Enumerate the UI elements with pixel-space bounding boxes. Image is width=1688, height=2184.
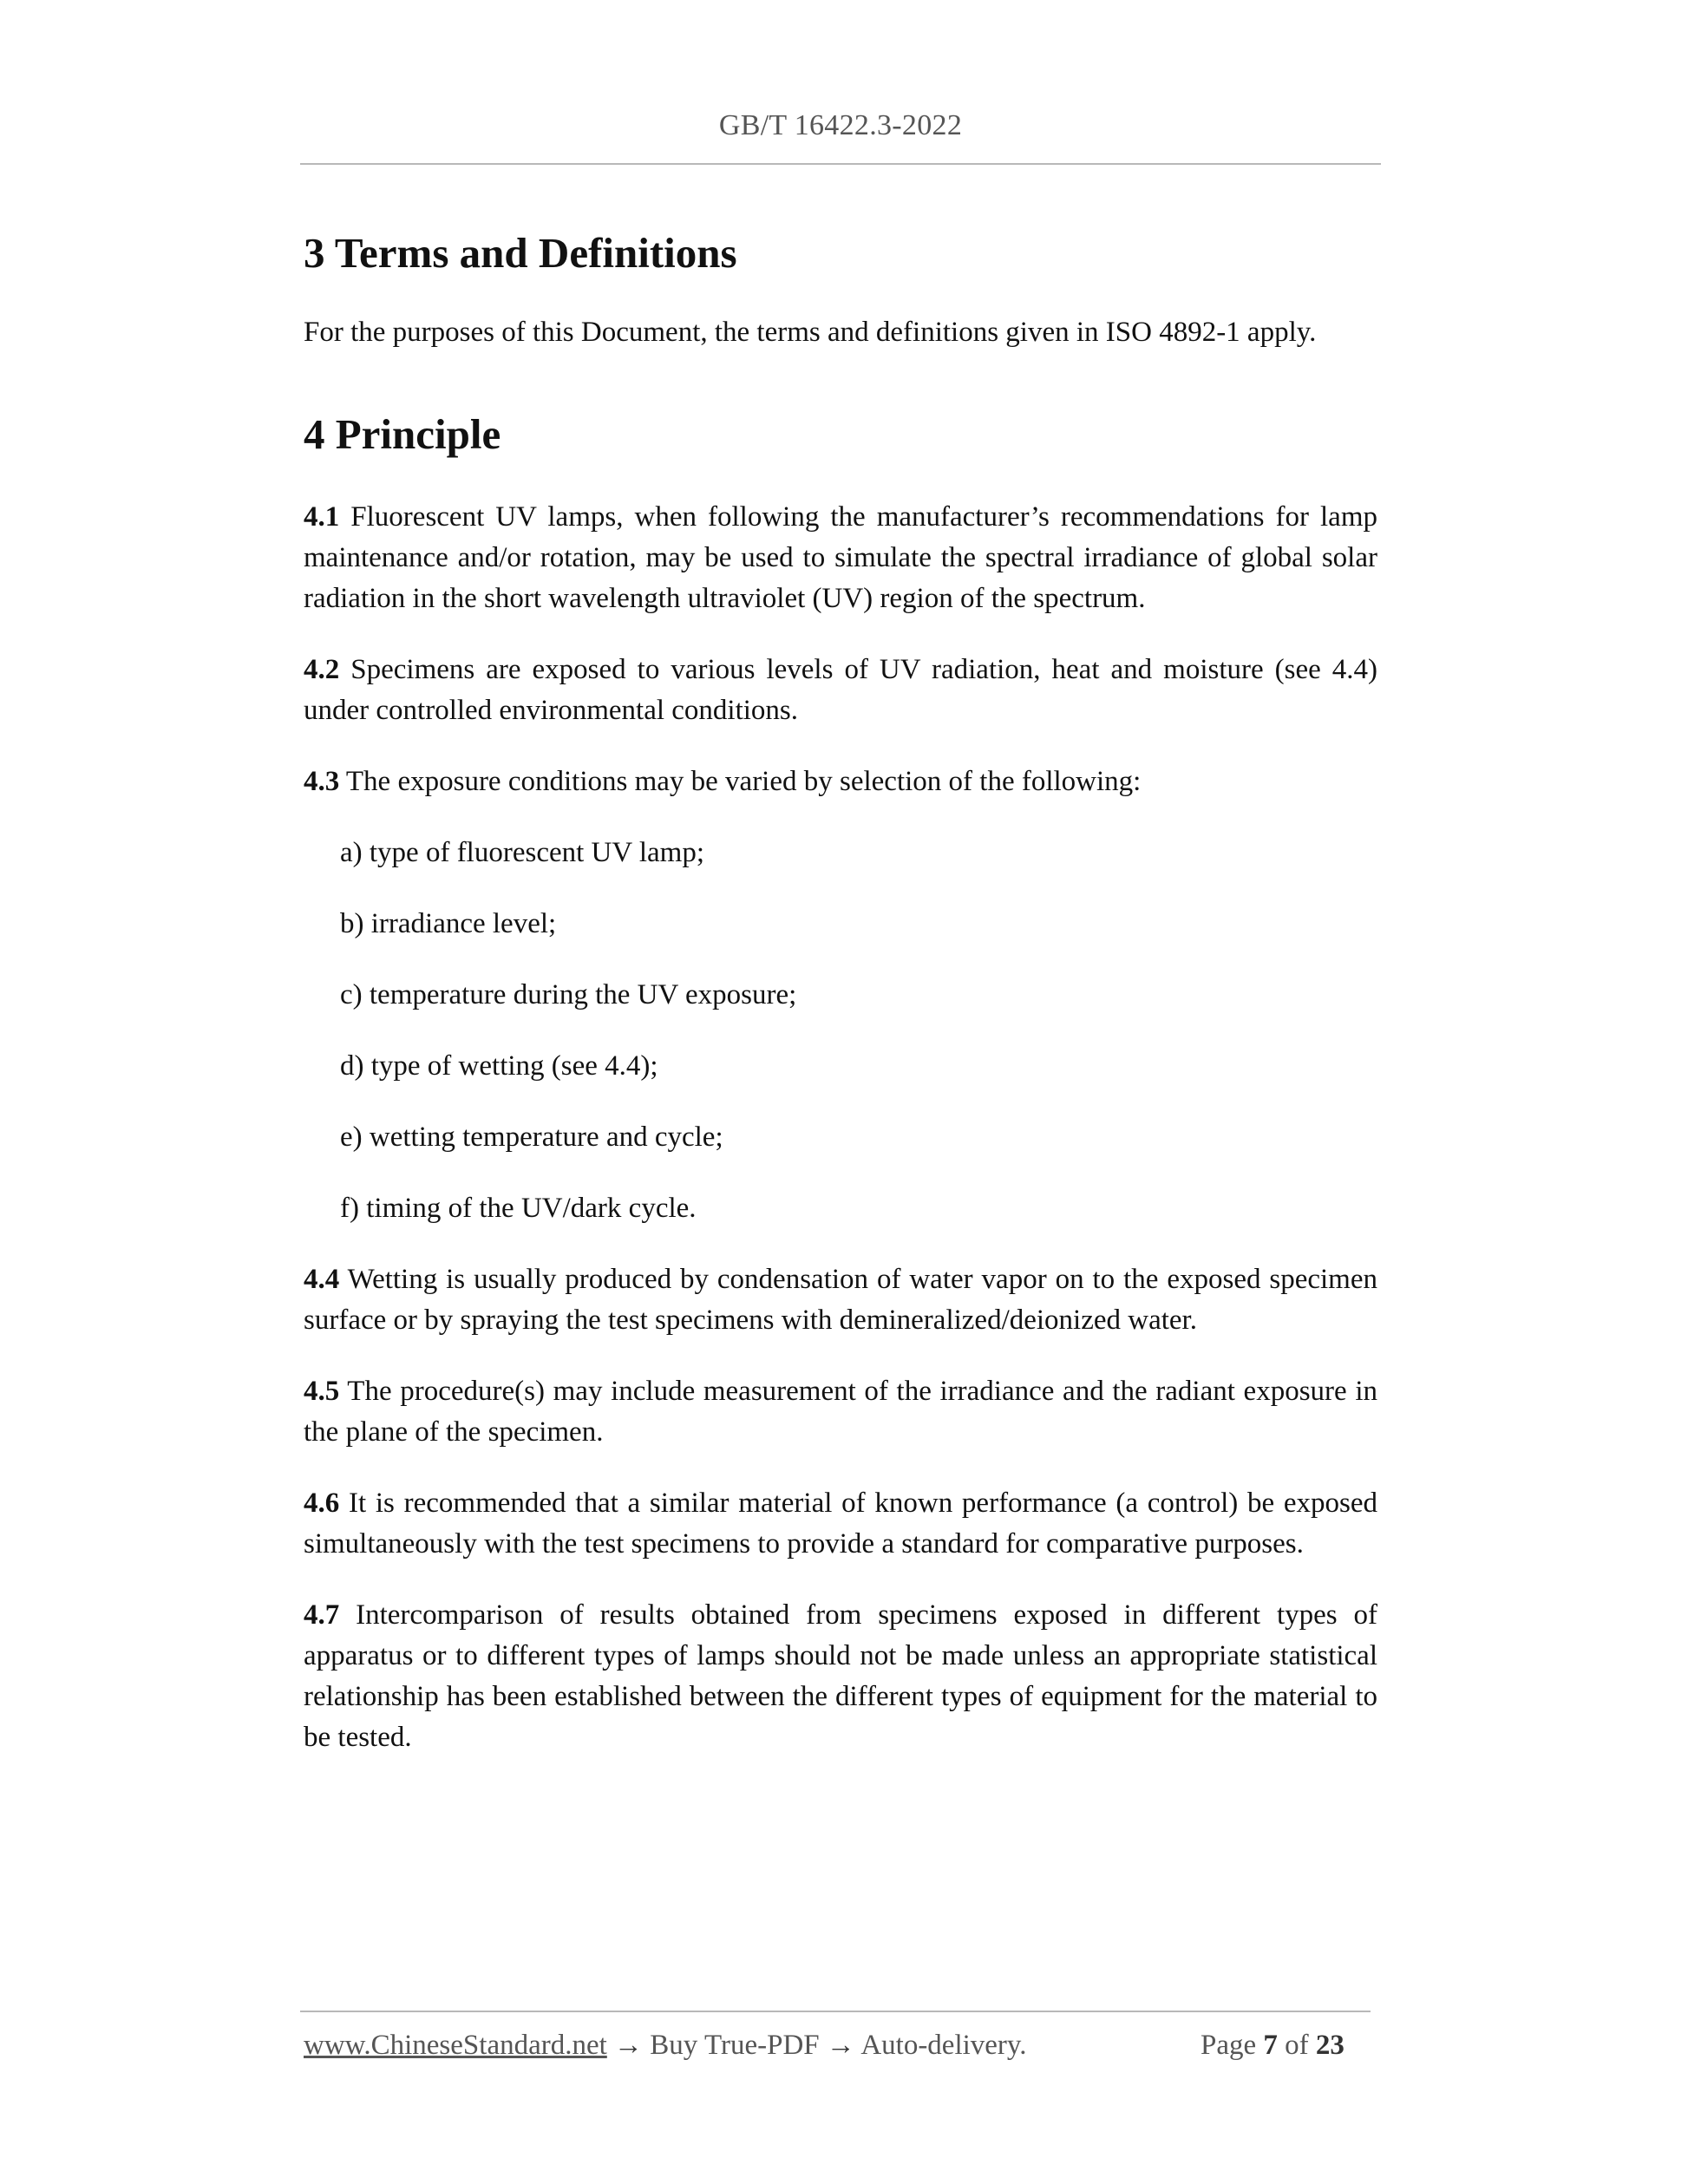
list-item-e: e) wetting temperature and cycle; xyxy=(340,1121,723,1153)
clause-number: 4.2 xyxy=(304,654,340,685)
clause-4-1 xyxy=(304,497,1377,619)
auto-delivery-text: Auto-delivery. xyxy=(860,2030,1027,2061)
page-of-label: of xyxy=(1285,2030,1309,2061)
clause-text: Specimens are exposed to various levels of UV radiation, heat and moisture (see 4.4) under controlled environmental conditions. xyxy=(304,654,1377,726)
document-id-header: GB/T 16422.3-2022 xyxy=(718,109,963,141)
list-item-a: a) type of fluorescent UV lamp; xyxy=(340,837,705,868)
clause-4-2 xyxy=(304,650,1377,731)
clause-number: 4.6 xyxy=(304,1488,340,1519)
list-item-b: b) irradiance level; xyxy=(340,908,557,939)
clause-4-4 xyxy=(304,1259,1377,1341)
page-total: 23 xyxy=(1315,2030,1345,2061)
clause-number: 4.3 xyxy=(304,766,340,797)
clause-text: The procedure(s) may include measurement of the irradiance and the radiant exposure in the plane of the specimen. xyxy=(304,1376,1377,1448)
footer-divider xyxy=(300,2011,1371,2012)
clause-text: Fluorescent UV lamps, when following the manufacturer’s recommendations for lamp maintenance and/or rotation, may be used to simulate the spectral irradiance of global solar radiation in the short wavelength ultraviolet (UV) region of the spectrum. xyxy=(304,501,1377,614)
clause-text: It is recommended that a similar material of known performance (a control) be exposed simultaneously with the test specimens to provide a standard for comparative purposes. xyxy=(304,1488,1377,1560)
arrow-right-icon: → xyxy=(826,2030,855,2061)
page-number xyxy=(1201,2030,1345,2062)
list-item-d: d) type of wetting (see 4.4); xyxy=(340,1050,658,1082)
page-current: 7 xyxy=(1263,2030,1278,2061)
section-3-text: For the purposes of this Document, the terms and definitions given in ISO 4892-1 apply. xyxy=(304,317,1317,348)
section-3-title: 3 Terms and Definitions xyxy=(304,229,737,277)
clause-text: The exposure conditions may be varied by selection of the following: xyxy=(339,766,1142,797)
arrow-right-icon: → xyxy=(614,2030,644,2061)
clause-text: Intercomparison of results obtained from specimens exposed in different types of apparatus or to different types of lamps should not be made unless an appropriate statistical relationship has been established between the different types of equipment for the material to be tested. xyxy=(304,1599,1377,1753)
clause-number: 4.4 xyxy=(304,1264,340,1295)
section-4-title: 4 Principle xyxy=(304,410,501,458)
clause-text: Wetting is usually produced by condensation of water vapor on to the exposed specimen surface or by spraying the test specimens with demineralized/deionized water. xyxy=(304,1264,1377,1336)
page-label: Page xyxy=(1201,2030,1257,2061)
clause-number: 4.7 xyxy=(304,1599,340,1631)
clause-number: 4.5 xyxy=(304,1376,340,1407)
buy-pdf-text: Buy True-PDF xyxy=(650,2030,820,2061)
list-item-f: f) timing of the UV/dark cycle. xyxy=(340,1193,697,1224)
clause-number: 4.1 xyxy=(304,501,340,533)
clause-4-7 xyxy=(304,1595,1377,1758)
list-item-c: c) temperature during the UV exposure; xyxy=(340,979,797,1010)
site-link[interactable]: www.ChineseStandard.net xyxy=(304,2030,607,2061)
header-divider xyxy=(300,163,1381,165)
clause-4-3 xyxy=(304,762,1377,802)
clause-4-6 xyxy=(304,1483,1377,1565)
page-content xyxy=(304,224,1377,1788)
clause-4-5 xyxy=(304,1371,1377,1453)
footer-promo xyxy=(304,2030,1027,2062)
